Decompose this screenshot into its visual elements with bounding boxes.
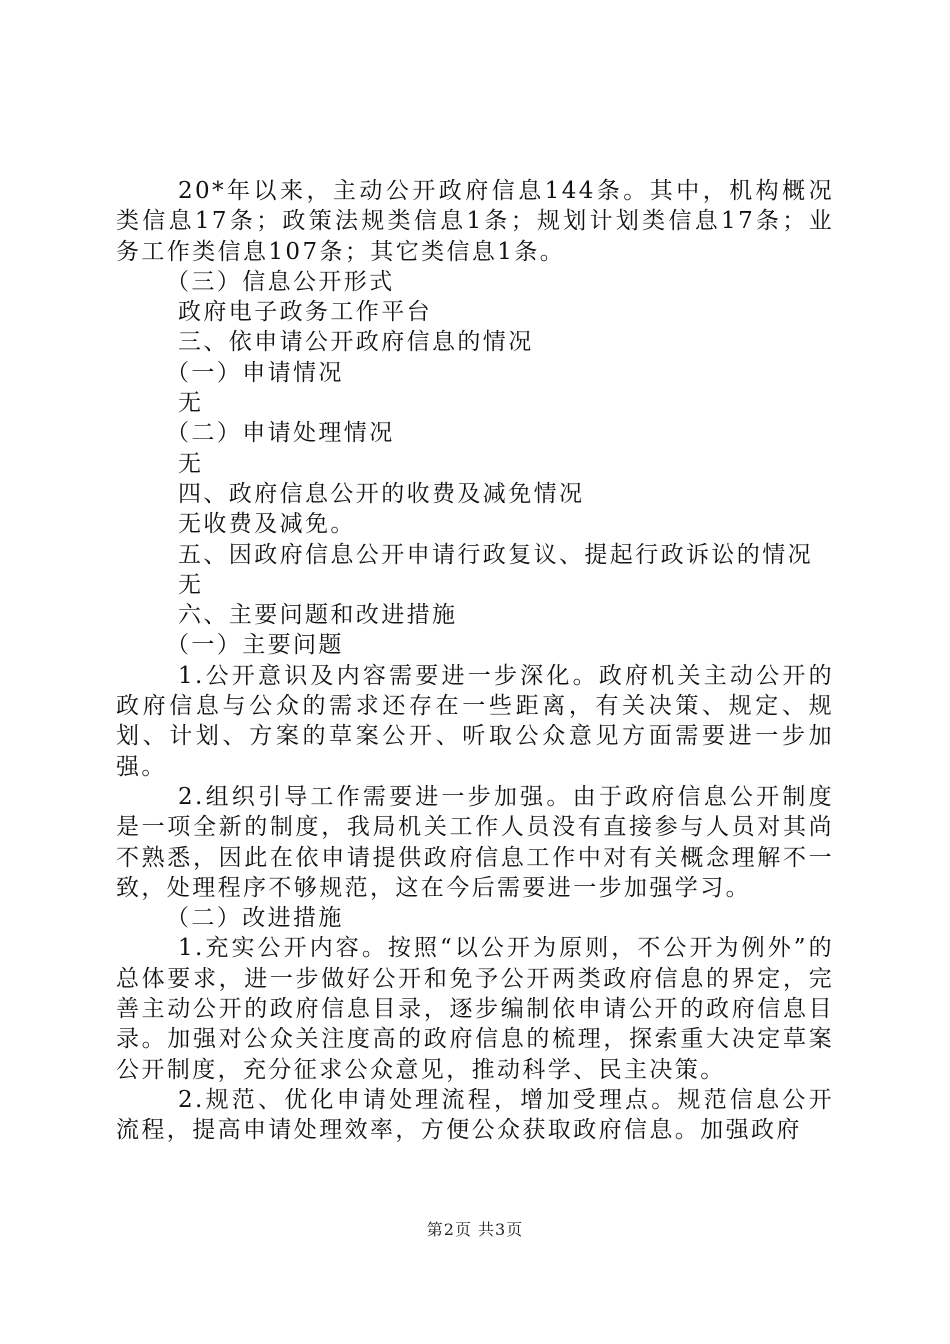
paragraph-none-2: 无 <box>178 450 204 477</box>
heading-section-three: 三、依申请公开政府信息的情况 <box>178 329 534 356</box>
subheading-application-status: （一）申请情况 <box>166 359 344 386</box>
paragraph-none-1: 无 <box>178 390 204 417</box>
paragraph-problem-2: 2.组织引导工作需要进一步加强。由于政府信息公开制度是一项全新的制度，我局机关工作人员没有直接参与人员对其尚不熟悉，因此在依申请提供政府信息工作中对有关概念理解不一致，处理程序不够规范，这在今后需要进一步加强学习。 <box>116 783 834 901</box>
page-number-footer: 第2页 共3页 <box>426 1220 524 1239</box>
subheading-main-problems: （一）主要问题 <box>166 632 344 659</box>
paragraph-problem-1: 1.公开意识及内容需要进一步深化。政府机关主动公开的政府信息与公众的需求还存在一些距离，有关决策、规定、规划、计划、方案的草案公开、听取公众意见方面需要进一步加强。 <box>116 662 834 780</box>
heading-section-four: 四、政府信息公开的收费及减免情况 <box>178 480 585 507</box>
paragraph-disclosure-platform: 政府电子政务工作平台 <box>178 299 432 326</box>
subheading-application-handling: （二）申请处理情况 <box>166 420 395 447</box>
paragraph-improvement-2: 2.规范、优化申请处理流程，增加受理点。规范信息公开流程，提高申请处理效率，方便公众获取政府信息。加强政府 <box>116 1086 834 1144</box>
paragraph-no-fees: 无收费及减免。 <box>178 511 356 538</box>
paragraph-info-statistics: 20*年以来，主动公开政府信息144条。其中，机构概况类信息17条；政策法规类信息1条；规划计划类信息17条；业务工作类信息107条；其它类信息1条。 <box>116 178 834 265</box>
heading-section-six: 六、主要问题和改进措施 <box>178 602 458 629</box>
document-body <box>116 176 834 1146</box>
heading-section-five: 五、因政府信息公开申请行政复议、提起行政诉讼的情况 <box>178 541 813 568</box>
subheading-disclosure-form: （三）信息公开形式 <box>166 268 395 295</box>
paragraph-none-3: 无 <box>178 571 204 598</box>
subheading-improvements: （二）改进措施 <box>166 905 344 932</box>
paragraph-improvement-1: 1.充实公开内容。按照“以公开为原则，不公开为例外”的总体要求，进一步做好公开和免予公开两类政府信息的界定，完善主动公开的政府信息目录，逐步编制依申请公开的政府信息目录。加强对公众关注度高的政府信息的梳理，探索重大决定草案公开制度，充分征求公众意见，推动科学、民主决策。 <box>116 935 834 1083</box>
